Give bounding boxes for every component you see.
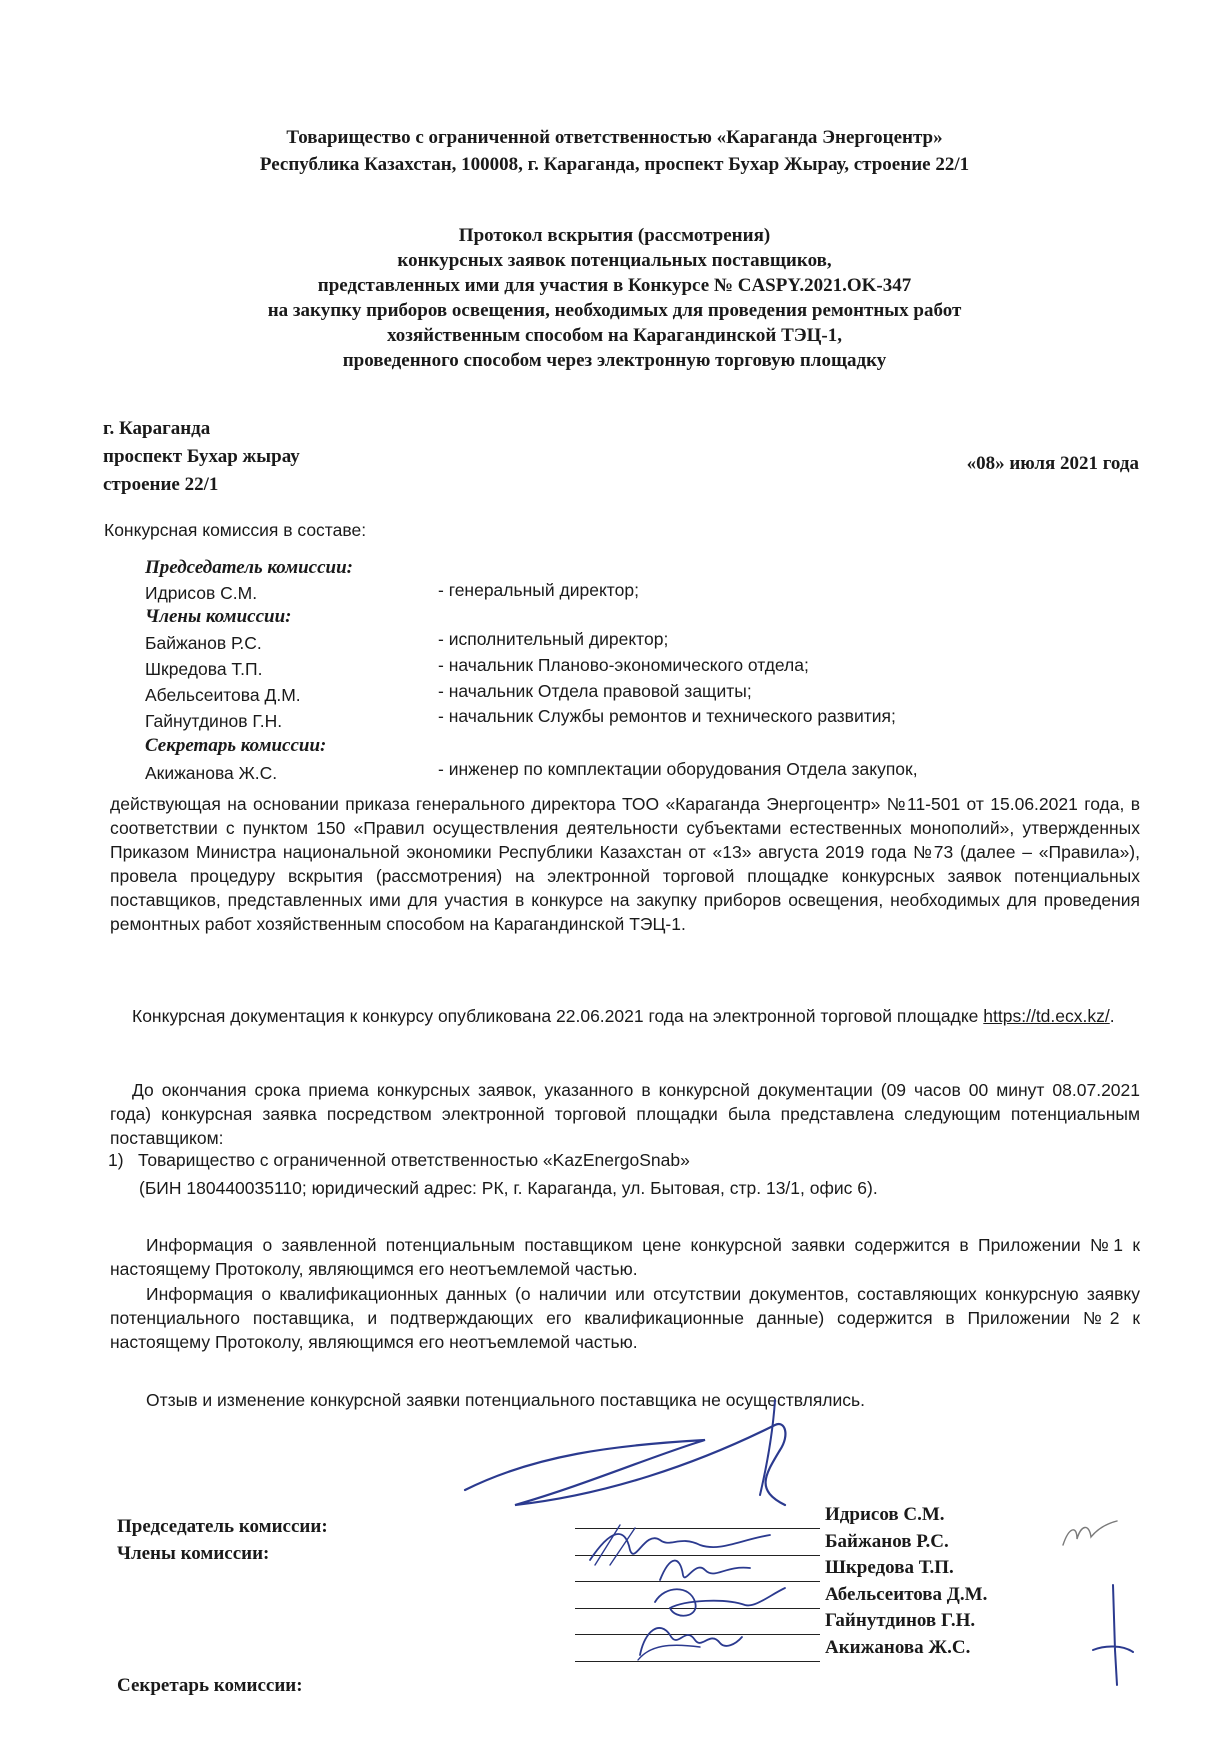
title-line: конкурсных заявок потенциальных поставщиков,: [397, 250, 832, 271]
member-name: Гайнутдинов Г.Н.: [145, 711, 283, 731]
sig-members-label: Члены комиссии:: [117, 1543, 270, 1564]
member-role: - начальник Планово-экономического отдела;: [438, 655, 809, 675]
title-line: на закупку приборов освещения, необходимых для проведения ремонтных работ: [267, 300, 962, 321]
margin-initials: [1055, 1515, 1125, 1555]
sig-name: Гайнутдинов Г.Н.: [825, 1610, 976, 1631]
paragraph-basis: действующая на основании приказа генерального директора ТОО «Караганда Энергоцентр» №11-501 от 15.06.2021 года, в соответствии с пунктом 150 «Правил осуществления деятельности субъектами естественных монополий», утвержденных Приказом Министра национальной экономики Республики Казахстан от «13» августа 2019 года №73 (далее – «Правила»), провела процедуру вскрытия (рассмотрения) на электронной торговой площадке конкурсных заявок потенциальных поставщиков, представленных ими для участия в конкурсе на закупку приборов освещения, необходимых для проведения ремонтных работ хозяйственным способом на Карагандинской ТЭЦ-1.: [110, 794, 1140, 934]
sig-name: Абельсеитова Д.М.: [825, 1584, 988, 1605]
chair-role: - генеральный директор;: [438, 580, 639, 600]
paragraph-withdrawal: Отзыв и изменение конкурсной заявки потенциального поставщика не осуществлялись.: [146, 1390, 866, 1410]
sig-name: Байжанов Р.С.: [825, 1531, 949, 1552]
commission-intro: Конкурсная комиссия в составе:: [104, 520, 367, 540]
member-role: - начальник Службы ремонтов и технического развития;: [438, 706, 896, 726]
org-name: Товарищество с ограниченной ответственностью «Караганда Энергоцентр»: [286, 127, 943, 148]
paragraph-price-info: Информация о заявленной потенциальным поставщиком цене конкурсной заявки содержится в Приложении №1 к настоящему Протоколу, являющимся его неотъемлемой частью.: [110, 1235, 1140, 1279]
secretary-signature: [630, 1615, 750, 1665]
sig-secretary-label: Секретарь комиссии:: [117, 1675, 303, 1696]
secretary-name: Акижанова Ж.С.: [145, 763, 278, 783]
paragraph-deadline: До окончания срока приема конкурсных заявок, указанного в конкурсной документации (09 часов 00 минут 08.07.2021 года) конкурсная заявка посредством электронной торговой площадки была представлена следующим потенциальным поставщиком:: [110, 1080, 1140, 1148]
paragraph-qualification-info: Информация о квалификационных данных (о наличии или отсутствии документов, составляющих конкурсную заявку потенциального поставщика, и подтверждающих его квалификационные данные) содержится в Приложении №2 к настоящему Протоколу, являющимся его неотъемлемой частью.: [110, 1284, 1140, 1352]
members-heading: Члены комиссии:: [145, 606, 292, 627]
publication-end: .: [1109, 1006, 1115, 1026]
chair-heading: Председатель комиссии:: [145, 557, 353, 578]
sig-name: Идрисов С.М.: [825, 1504, 945, 1525]
supplier-name: Товарищество с ограниченной ответственностью «KazEnergoSnab»: [138, 1150, 690, 1170]
ecx-link[interactable]: https://td.ecx.kz/: [983, 1006, 1110, 1026]
location-street: проспект Бухар жырау: [103, 446, 300, 467]
sig-name: Акижанова Ж.С.: [825, 1637, 971, 1658]
org-address: Республика Казахстан, 100008, г. Караганда, проспект Бухар Жырау, строение 22/1: [259, 154, 970, 175]
member-role: - исполнительный директор;: [438, 629, 669, 649]
chair-name: Идрисов С.М.: [145, 583, 258, 603]
publication-text: Конкурсная документация к конкурсу опубликована 22.06.2021 года на электронной торговой площадке: [132, 1006, 979, 1026]
secretary-role: - инженер по комплектации оборудования Отдела закупок,: [438, 759, 918, 779]
location-city: г. Караганда: [103, 418, 211, 439]
protocol-title: [0, 223, 1229, 373]
sig-name: Шкредова Т.П.: [825, 1557, 954, 1578]
paragraph-publication: [110, 1004, 1140, 1028]
member-name: Байжанов Р.С.: [145, 633, 262, 653]
title-line: Протокол вскрытия (рассмотрения): [458, 225, 771, 246]
supplier-details: (БИН 180440035110; юридический адрес: РК, г. Караганда, ул. Бытовая, стр. 13/1, офис 6).: [139, 1178, 878, 1198]
margin-mark: [1085, 1580, 1145, 1690]
title-line: хозяйственным способом на Карагандинской ТЭЦ-1,: [386, 325, 843, 346]
title-line: представленных ими для участия в Конкурсе № CASPY.2021.OK-347: [317, 275, 912, 296]
chair-signature: [455, 1395, 815, 1515]
supplier-number: 1): [108, 1150, 124, 1170]
member-role: - начальник Отдела правовой защиты;: [438, 681, 752, 701]
protocol-date: «08» июля 2021 года: [966, 453, 1139, 474]
title-line: проведенного способом через электронную торговую площадку: [342, 350, 887, 371]
member-name: Шкредова Т.П.: [145, 659, 263, 679]
secretary-heading: Секретарь комиссии:: [145, 735, 327, 756]
sig-chair-label: Председатель комиссии:: [117, 1516, 328, 1537]
member-name: Абельсеитова Д.М.: [145, 685, 301, 705]
location-building: строение 22/1: [103, 474, 219, 495]
